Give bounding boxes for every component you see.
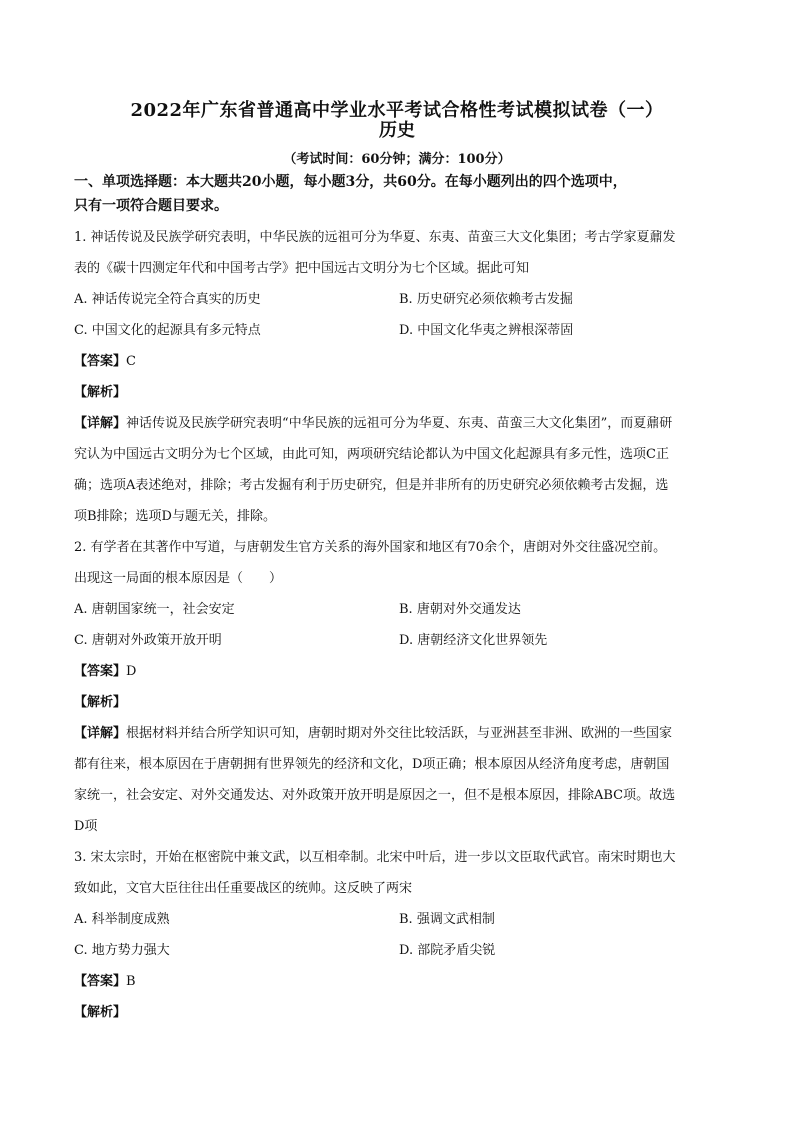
- q2-stem-line-1: 2. 有学者在其著作中写道，与唐朝发生官方关系的海外国家和地区有70余个，唐朗对外交往盛况空前。: [74, 540, 667, 555]
- answer-label: 【答案】: [74, 664, 127, 679]
- detail-label: 【详解】: [74, 416, 127, 431]
- q1-option-b: B. 历史研究必须依赖考古发掘: [399, 292, 573, 307]
- q1-detail-line-1: [74, 408, 726, 439]
- q2-answer: [74, 656, 726, 687]
- q2-option-c: C. 唐朝对外政策开放开明: [74, 633, 222, 648]
- q1-options-row-2: [74, 315, 726, 346]
- q3-option-d: D. 部院矛盾尖锐: [399, 943, 496, 958]
- analysis-label: 【解析】: [74, 695, 127, 710]
- analysis-label: 【解析】: [74, 1005, 127, 1020]
- q2-detail-line-4: D项: [74, 819, 98, 834]
- q1-option-c: C. 中国文化的起源具有多元特点: [74, 323, 261, 338]
- q3-option-c: C. 地方势力强大: [74, 943, 170, 958]
- q2-option-a: A. 唐朝国家统一，社会安定: [74, 602, 235, 617]
- q3-stem-line-1: 3. 宋太宗时，开始在枢密院中兼文武，以互相牵制。北宋中叶后，进一步以文臣取代武官。南宋时期也大: [74, 850, 676, 865]
- exam-time-and-score: （考试时间：60分钟；满分：100分）: [283, 152, 511, 167]
- q3-option-b: B. 强调文武相制: [399, 912, 495, 927]
- section-heading-line-2: 只有一项符合题目要求。: [74, 198, 228, 214]
- q1-detail-line-2: 究认为中国远古文明分为七个区域，由此可知，两项研究结论都认为中国文化起源具有多元性，选项C正: [74, 447, 669, 462]
- q1-answer: [74, 346, 726, 377]
- q1-analysis: [74, 377, 726, 408]
- section-heading: [74, 170, 724, 218]
- q1-answer-value: C: [126, 354, 136, 369]
- q2-options-row-2: [74, 625, 726, 656]
- q2-stem-line-2: 出现这一局面的根本原因是（ ）: [74, 571, 283, 586]
- questions-content: [74, 222, 726, 1028]
- section-heading-line-1: 一、单项选择题：本大题共20小题，每小题3分，共60分。在每小题列出的四个选项中，: [74, 174, 627, 190]
- q2-option-b: B. 唐朝对外交通发达: [399, 602, 521, 617]
- q3-answer-value: B: [126, 974, 136, 989]
- q2-option-d: D. 唐朝经济文化世界领先: [399, 633, 548, 648]
- detail-label: 【详解】: [74, 726, 127, 741]
- q1-detail-line-4: 项B排除；选项D与题无关，排除。: [74, 509, 276, 524]
- q2-detail-line-3: 家统一，社会安定、对外交通发达、对外政策开放开明是原因之一，但不是根本原因，排除ABC项。故选: [74, 788, 676, 803]
- q2-detail-line-2: 都有往来，根本原因在于唐朝拥有世界领先的经济和文化，D项正确；根本原因从经济角度考虑，唐朝国: [74, 757, 670, 772]
- exam-subject: 历史: [379, 120, 415, 141]
- q3-analysis: [74, 997, 726, 1028]
- q2-detail-text-1: 根据材料并结合所学知识可知，唐朝时期对外交往比较活跃，与亚洲甚至非洲、欧洲的一些国家: [126, 726, 673, 741]
- q1-detail-text-1: 神话传说及民族学研究表明“中华民族的远祖可分为华夏、东夷、苗蛮三大文化集团”，而夏鼐研: [126, 416, 673, 431]
- q3-option-a: A. 科举制度成熟: [74, 912, 170, 927]
- exam-title: 2022年广东省普通高中学业水平考试合格性考试模拟试卷（一）: [130, 100, 664, 121]
- q3-answer: [74, 966, 726, 997]
- answer-label: 【答案】: [74, 354, 127, 369]
- analysis-label: 【解析】: [74, 385, 127, 400]
- q2-answer-value: D: [126, 664, 137, 679]
- q1-stem-line-2: 表的《碳十四测定年代和中国考古学》把中国远古文明分为七个区域。据此可知: [74, 261, 530, 276]
- q2-analysis: [74, 687, 726, 718]
- q3-options-row-2: [74, 935, 726, 966]
- q1-option-d: D. 中国文化华夷之辨根深蒂固: [399, 323, 574, 338]
- q3-options-row-1: [74, 904, 726, 935]
- answer-label: 【答案】: [74, 974, 127, 989]
- q1-detail-line-3: 确；选项A表述绝对，排除；考古发掘有利于历史研究，但是并非所有的历史研究必须依赖考古发掘，选: [74, 478, 669, 493]
- q1-options-row-1: [74, 284, 726, 315]
- q2-options-row-1: [74, 594, 726, 625]
- q2-detail-line-1: [74, 718, 726, 749]
- q3-stem-line-2: 致如此，文官大臣往往出任重要战区的统帅。这反映了两宋: [74, 881, 413, 896]
- q1-stem-line-1: 1. 神话传说及民族学研究表明，中华民族的远祖可分为华夏、东夷、苗蛮三大文化集团；考古学家夏鼐发: [74, 230, 676, 245]
- q1-option-a: A. 神话传说完全符合真实的历史: [74, 292, 261, 307]
